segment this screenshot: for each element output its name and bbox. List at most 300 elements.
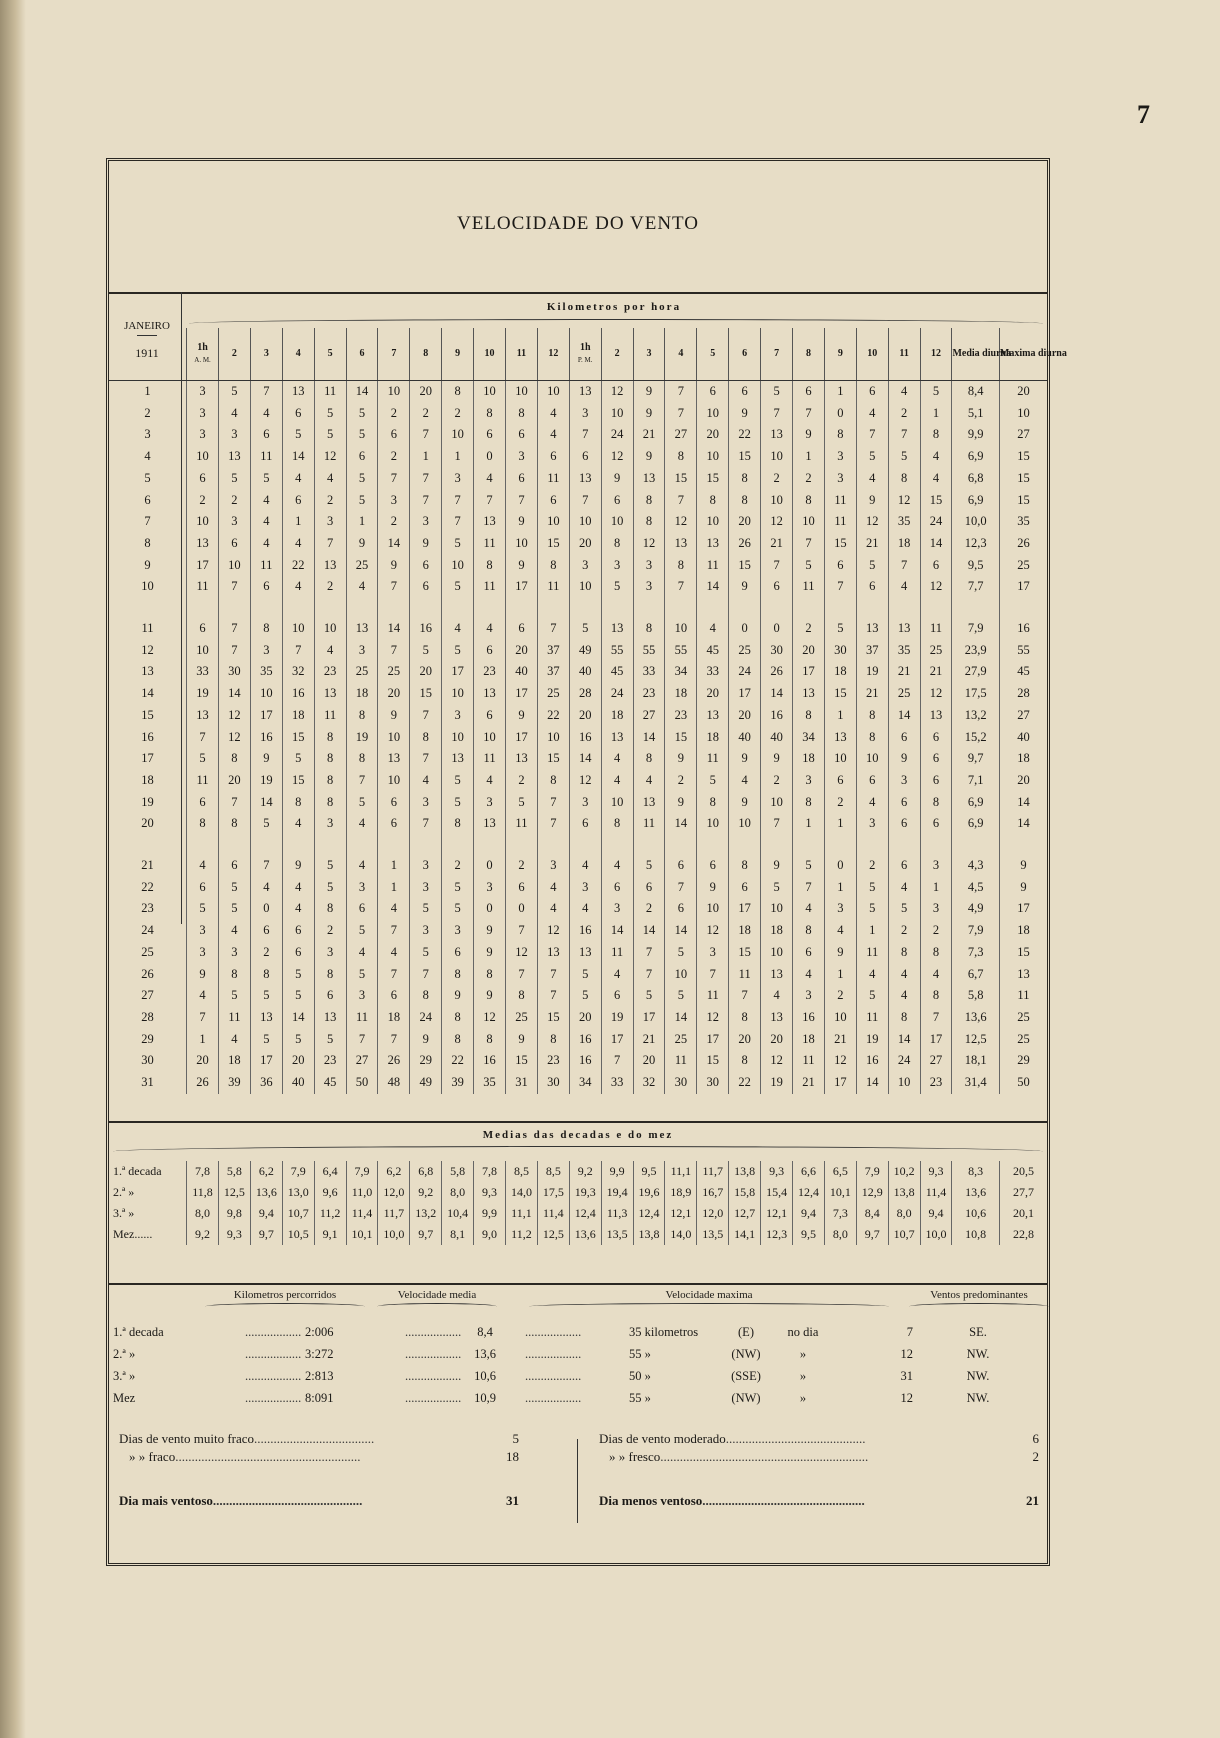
means-cell: 9,3 [761,1161,793,1182]
means-cell: 11,4 [537,1203,569,1224]
speed-cell: 8 [314,964,346,986]
speed-cell: 4 [824,920,856,942]
speed-cell: 4 [474,618,506,640]
speed-cell: 20 [506,640,538,662]
speed-cell: 18 [888,533,920,555]
speed-cell: 2 [442,855,474,877]
speed-cell: 4 [346,813,378,835]
speed-cell: 10 [442,424,474,446]
book-binding [0,0,26,1738]
table-row [109,533,1047,555]
table-row [109,468,1047,490]
speed-cell: 7 [378,576,410,598]
speed-cell: 13 [920,705,952,727]
speed-cell: 10 [442,555,474,577]
means-cell: 7,9 [856,1161,888,1182]
speed-cell: 7 [506,964,538,986]
means-cell: 7,3 [824,1203,856,1224]
means-max-cell: 20,5 [999,1161,1047,1182]
speed-cell: 3 [442,920,474,942]
speed-cell: 22 [282,555,314,577]
media-cell: 6,9 [952,813,999,835]
summary-header-km: Kilometros percorridos [205,1289,365,1310]
year-label: 1911 [135,346,159,360]
speed-cell: 11 [697,555,729,577]
speed-cell: 7 [633,964,665,986]
speed-cell: 45 [697,640,729,662]
speed-cell: 13 [474,511,506,533]
speed-cell: 0 [474,898,506,920]
speed-cell: 18 [793,748,825,770]
media-cell: 6,9 [952,446,999,468]
means-cell: 12,3 [761,1224,793,1245]
means-cell: 11,4 [920,1182,952,1203]
summary-label: 3.ª » [113,1369,136,1383]
max-cell: 20 [999,770,1047,792]
media-cell: 9,9 [952,424,999,446]
means-cell: 7,8 [474,1161,506,1182]
speed-cell: 9 [729,792,761,814]
means-cell: 6,4 [314,1161,346,1182]
speed-cell: 9 [378,555,410,577]
speed-cell: 8 [506,985,538,1007]
means-cell: 5,8 [218,1161,250,1182]
speed-cell: 11 [920,618,952,640]
speed-cell: 6 [187,792,219,814]
day-cell: 21 [141,858,154,873]
day-cell: 5 [144,470,151,485]
speed-cell: 11 [187,576,219,598]
speed-cell: 17 [250,1050,282,1072]
speed-cell: 12 [537,920,569,942]
speed-cell: 37 [537,640,569,662]
speed-cell: 11 [250,555,282,577]
speed-cell: 4 [250,403,282,425]
menos-ventoso-label: Dia menos ventoso [599,1493,703,1508]
speed-cell: 10 [601,511,633,533]
speed-cell: 3 [187,920,219,942]
day-column-header [109,328,187,381]
speed-cell: 10 [537,511,569,533]
summary-header-max: Velocidade maxima [529,1289,889,1310]
hourly-table [109,328,1067,1094]
summary-max: 35 kilometros [629,1325,699,1339]
speed-cell: 9 [601,468,633,490]
max-cell: 25 [999,555,1047,577]
speed-cell: 7 [793,403,825,425]
speed-cell: 20 [729,511,761,533]
speed-cell: 8 [187,813,219,835]
speed-cell: 25 [537,683,569,705]
means-cell: 9,4 [793,1203,825,1224]
speed-cell: 6 [888,813,920,835]
means-max-cell: 20,1 [999,1203,1047,1224]
speed-cell: 9 [410,533,442,555]
speed-cell: 7 [729,985,761,1007]
speed-cell: 9 [282,855,314,877]
speed-cell: 2 [314,576,346,598]
speed-cell: 12 [569,770,601,792]
means-cell: 9,2 [187,1224,219,1245]
summary-row: 3.ª » .................. 2:813 .................. 10,6 .................. 50 » (SSE) » 31 NW. [113,1365,1043,1387]
media-cell: 7,9 [952,920,999,942]
means-cell: 15,4 [761,1182,793,1203]
speed-cell: 5 [856,877,888,899]
day-cell: 31 [141,1075,154,1090]
speed-cell: 4 [282,813,314,835]
speed-cell: 5 [282,748,314,770]
speed-cell: 26 [378,1050,410,1072]
summary-nodia: no dia [787,1325,819,1339]
speed-cell: 5 [856,446,888,468]
speed-cell: 6 [410,576,442,598]
speed-cell: 10 [537,727,569,749]
means-cell: 13,5 [697,1224,729,1245]
speed-cell: 6 [665,898,697,920]
speed-cell: 14 [282,1007,314,1029]
media-cell: 5,1 [952,403,999,425]
speed-cell: 5 [569,964,601,986]
speed-cell: 11 [665,1050,697,1072]
speed-cell: 40 [729,727,761,749]
means-cell: 9,4 [250,1203,282,1224]
speed-cell: 36 [250,1072,282,1094]
speed-cell: 13 [665,533,697,555]
speed-cell: 4 [282,877,314,899]
means-media-cell: 13,6 [952,1182,999,1203]
summary-dia: 12 [900,1391,913,1405]
speed-cell: 8 [537,770,569,792]
speed-cell: 13 [314,683,346,705]
hour-header-pm-8: 8 [793,328,825,381]
means-cell: 6,5 [824,1161,856,1182]
speed-cell: 28 [569,683,601,705]
speed-cell: 4 [856,792,888,814]
summary-media: 10,6 [474,1369,496,1383]
speed-cell: 2 [218,490,250,512]
media-cell: 6,9 [952,792,999,814]
speed-cell: 7 [250,381,282,403]
speed-cell: 33 [697,661,729,683]
means-cell: 8,4 [856,1203,888,1224]
speed-cell: 8 [474,403,506,425]
speed-cell: 10 [537,381,569,403]
speed-cell: 40 [282,1072,314,1094]
speed-cell: 20 [793,640,825,662]
speed-cell: 2 [633,898,665,920]
speed-cell: 6 [856,576,888,598]
speed-cell: 13 [346,618,378,640]
means-cell: 13,2 [410,1203,442,1224]
speed-cell: 13 [378,748,410,770]
speed-cell: 5 [187,748,219,770]
speed-cell: 6 [824,555,856,577]
hour-header-am-9: 9 [442,328,474,381]
table-row [109,748,1047,770]
speed-cell: 3 [793,770,825,792]
speed-cell: 3 [187,403,219,425]
speed-cell: 8 [442,813,474,835]
speed-cell: 8 [474,1029,506,1051]
speed-cell: 10 [729,813,761,835]
summary-dir: (SSE) [731,1369,761,1383]
speed-cell: 12 [474,1007,506,1029]
speed-cell: 5 [250,813,282,835]
speed-cell: 7 [569,424,601,446]
speed-cell: 7 [793,533,825,555]
speed-cell: 17 [793,661,825,683]
page-title: VELOCIDADE DO VENTO [456,213,700,234]
speed-cell: 13 [761,424,793,446]
summary-label: Mez [113,1391,136,1405]
summary-row: 1.ª decada .................. 2:006 .................. 8,4 .................. 35 kilometros (E) no dia 7 SE. [113,1321,1043,1343]
media-cell: 23,9 [952,640,999,662]
speed-cell: 33 [601,1072,633,1094]
means-cell: 11,2 [314,1203,346,1224]
media-cell: 7,3 [952,942,999,964]
speed-cell: 11 [187,770,219,792]
means-cell: 9,6 [314,1182,346,1203]
page-number: 7 [1137,100,1150,129]
speed-cell: 3 [410,792,442,814]
speed-cell: 2 [824,792,856,814]
summary-label: 1.ª decada [113,1325,164,1339]
speed-cell: 2 [314,490,346,512]
summary-dir: (NW) [731,1347,761,1361]
table-row [109,792,1047,814]
speed-cell: 4 [378,942,410,964]
means-row [109,1161,1047,1182]
speed-cell: 9 [474,942,506,964]
summary-dia: 7 [906,1325,913,1339]
speed-cell: 13 [506,748,538,770]
speed-cell: 3 [346,985,378,1007]
speed-cell: 3 [888,770,920,792]
speed-cell: 2 [187,490,219,512]
speed-cell: 3 [187,424,219,446]
speed-cell: 6 [569,813,601,835]
speed-cell: 19 [856,1029,888,1051]
speed-cell: 9 [187,964,219,986]
speed-cell: 4 [474,770,506,792]
speed-cell: 10 [474,727,506,749]
max-cell: 15 [999,490,1047,512]
speed-cell: 6 [282,942,314,964]
day-cell: 1 [144,384,151,398]
speed-cell: 19 [761,1072,793,1094]
speed-cell: 4 [250,877,282,899]
mais-ventoso-value: 31 [506,1493,519,1508]
speed-cell: 17 [506,683,538,705]
speed-cell: 9 [474,920,506,942]
means-cell: 8,0 [187,1203,219,1224]
speed-cell: 9 [506,705,538,727]
speed-cell: 11 [856,942,888,964]
speed-cell: 1 [442,446,474,468]
media-cell: 6,8 [952,468,999,490]
speed-cell: 3 [410,855,442,877]
speed-cell: 8 [729,1007,761,1029]
speed-cell: 5 [410,942,442,964]
speed-cell: 3 [569,792,601,814]
speed-cell: 24 [729,661,761,683]
table-row [109,898,1047,920]
speed-cell: 13 [314,1007,346,1029]
speed-cell: 3 [633,555,665,577]
day-cell: 25 [141,944,154,959]
speed-cell: 32 [282,661,314,683]
speed-cell: 7 [506,490,538,512]
means-cell: 6,2 [378,1161,410,1182]
means-cell: 17,5 [537,1182,569,1203]
means-label: Mez...... [113,1227,153,1241]
speed-cell: 8 [601,813,633,835]
speed-cell: 2 [506,855,538,877]
speed-cell: 30 [665,1072,697,1094]
speed-cell: 37 [856,640,888,662]
speed-cell: 2 [793,618,825,640]
speed-cell: 6 [729,381,761,403]
day-cell: 19 [141,794,154,809]
speed-cell: 6 [187,877,219,899]
speed-cell: 12 [218,727,250,749]
speed-cell: 6 [920,770,952,792]
speed-cell: 13 [761,1007,793,1029]
speed-cell: 1 [920,403,952,425]
day-cell: 27 [141,988,154,1003]
speed-cell: 8 [888,942,920,964]
speed-cell: 6 [888,727,920,749]
speed-cell: 6 [442,942,474,964]
speed-cell: 7 [537,964,569,986]
max-cell: 10 [999,403,1047,425]
speed-cell: 12 [633,533,665,555]
speed-cell: 27 [633,705,665,727]
table-row [109,1050,1047,1072]
speed-cell: 8 [410,985,442,1007]
speed-cell: 0 [250,898,282,920]
speed-cell: 35 [888,511,920,533]
speed-cell: 19 [601,1007,633,1029]
speed-cell: 16 [761,705,793,727]
speed-cell: 1 [824,813,856,835]
speed-cell: 20 [569,705,601,727]
day-cell: 16 [141,729,154,744]
media-cell: 4,5 [952,877,999,899]
speed-cell: 16 [282,683,314,705]
speed-cell: 8 [856,727,888,749]
speed-cell: 0 [506,898,538,920]
speed-cell: 17 [729,898,761,920]
speed-cell: 22 [729,424,761,446]
speed-cell: 12 [601,446,633,468]
speed-cell: 4 [601,748,633,770]
table-row [109,727,1047,749]
summary-nodia: » [799,1347,807,1361]
summary-max: 50 » [629,1369,651,1383]
speed-cell: 12 [888,490,920,512]
speed-cell: 4 [569,898,601,920]
speed-cell: 8 [282,792,314,814]
summary-label: 2.ª » [113,1347,136,1361]
means-cell: 19,6 [633,1182,665,1203]
speed-cell: 21 [856,683,888,705]
speed-cell: 6 [250,576,282,598]
speed-cell: 12 [697,1007,729,1029]
table-row [109,1072,1047,1094]
speed-cell: 7 [569,490,601,512]
max-cell: 13 [999,964,1047,986]
speed-cell: 7 [665,403,697,425]
speed-cell: 26 [761,661,793,683]
speed-cell: 4 [282,576,314,598]
speed-cell: 7 [537,813,569,835]
speed-cell: 4 [729,770,761,792]
speed-cell: 4 [601,964,633,986]
speed-cell: 19 [187,683,219,705]
speed-cell: 39 [218,1072,250,1094]
speed-cell: 8 [537,555,569,577]
means-cell: 8,1 [442,1224,474,1245]
speed-cell: 14 [378,618,410,640]
speed-cell: 11 [474,533,506,555]
speed-cell: 25 [506,1007,538,1029]
speed-cell: 23 [314,1050,346,1072]
speed-cell: 2 [761,468,793,490]
means-cell: 16,7 [697,1182,729,1203]
speed-cell: 5 [633,855,665,877]
media-cell: 6,9 [952,490,999,512]
summary-media: 13,6 [474,1347,496,1361]
max-cell: 55 [999,640,1047,662]
speed-cell: 13 [824,727,856,749]
speed-cell: 3 [824,446,856,468]
speed-cell: 13 [187,705,219,727]
speed-cell: 5 [314,1029,346,1051]
speed-cell: 20 [729,1029,761,1051]
speed-cell: 8 [729,468,761,490]
speed-cell: 5 [665,985,697,1007]
speed-cell: 6 [346,898,378,920]
speed-cell: 0 [824,403,856,425]
speed-cell: 17 [506,727,538,749]
speed-cell: 13 [633,468,665,490]
summary-vento: NW. [966,1347,990,1361]
speed-cell: 6 [250,920,282,942]
speed-cell: 23 [633,683,665,705]
speed-cell: 30 [537,1072,569,1094]
speed-cell: 10 [761,490,793,512]
speed-cell: 8 [346,705,378,727]
speed-cell: 8 [793,792,825,814]
means-cell: 7,8 [187,1161,219,1182]
table-row [109,942,1047,964]
hour-header-pm-7: 7 [761,328,793,381]
means-cell: 9,7 [856,1224,888,1245]
max-cell: 17 [999,898,1047,920]
speed-cell: 20 [761,1029,793,1051]
speed-cell: 4 [282,468,314,490]
speed-cell: 35 [888,640,920,662]
means-cell: 9,2 [410,1182,442,1203]
max-cell: 40 [999,727,1047,749]
speed-cell: 19 [346,727,378,749]
speed-cell: 45 [314,1072,346,1094]
speed-cell: 7 [537,618,569,640]
hour-header-am-7: 7 [378,328,410,381]
speed-cell: 23 [665,705,697,727]
speed-cell: 6 [601,985,633,1007]
